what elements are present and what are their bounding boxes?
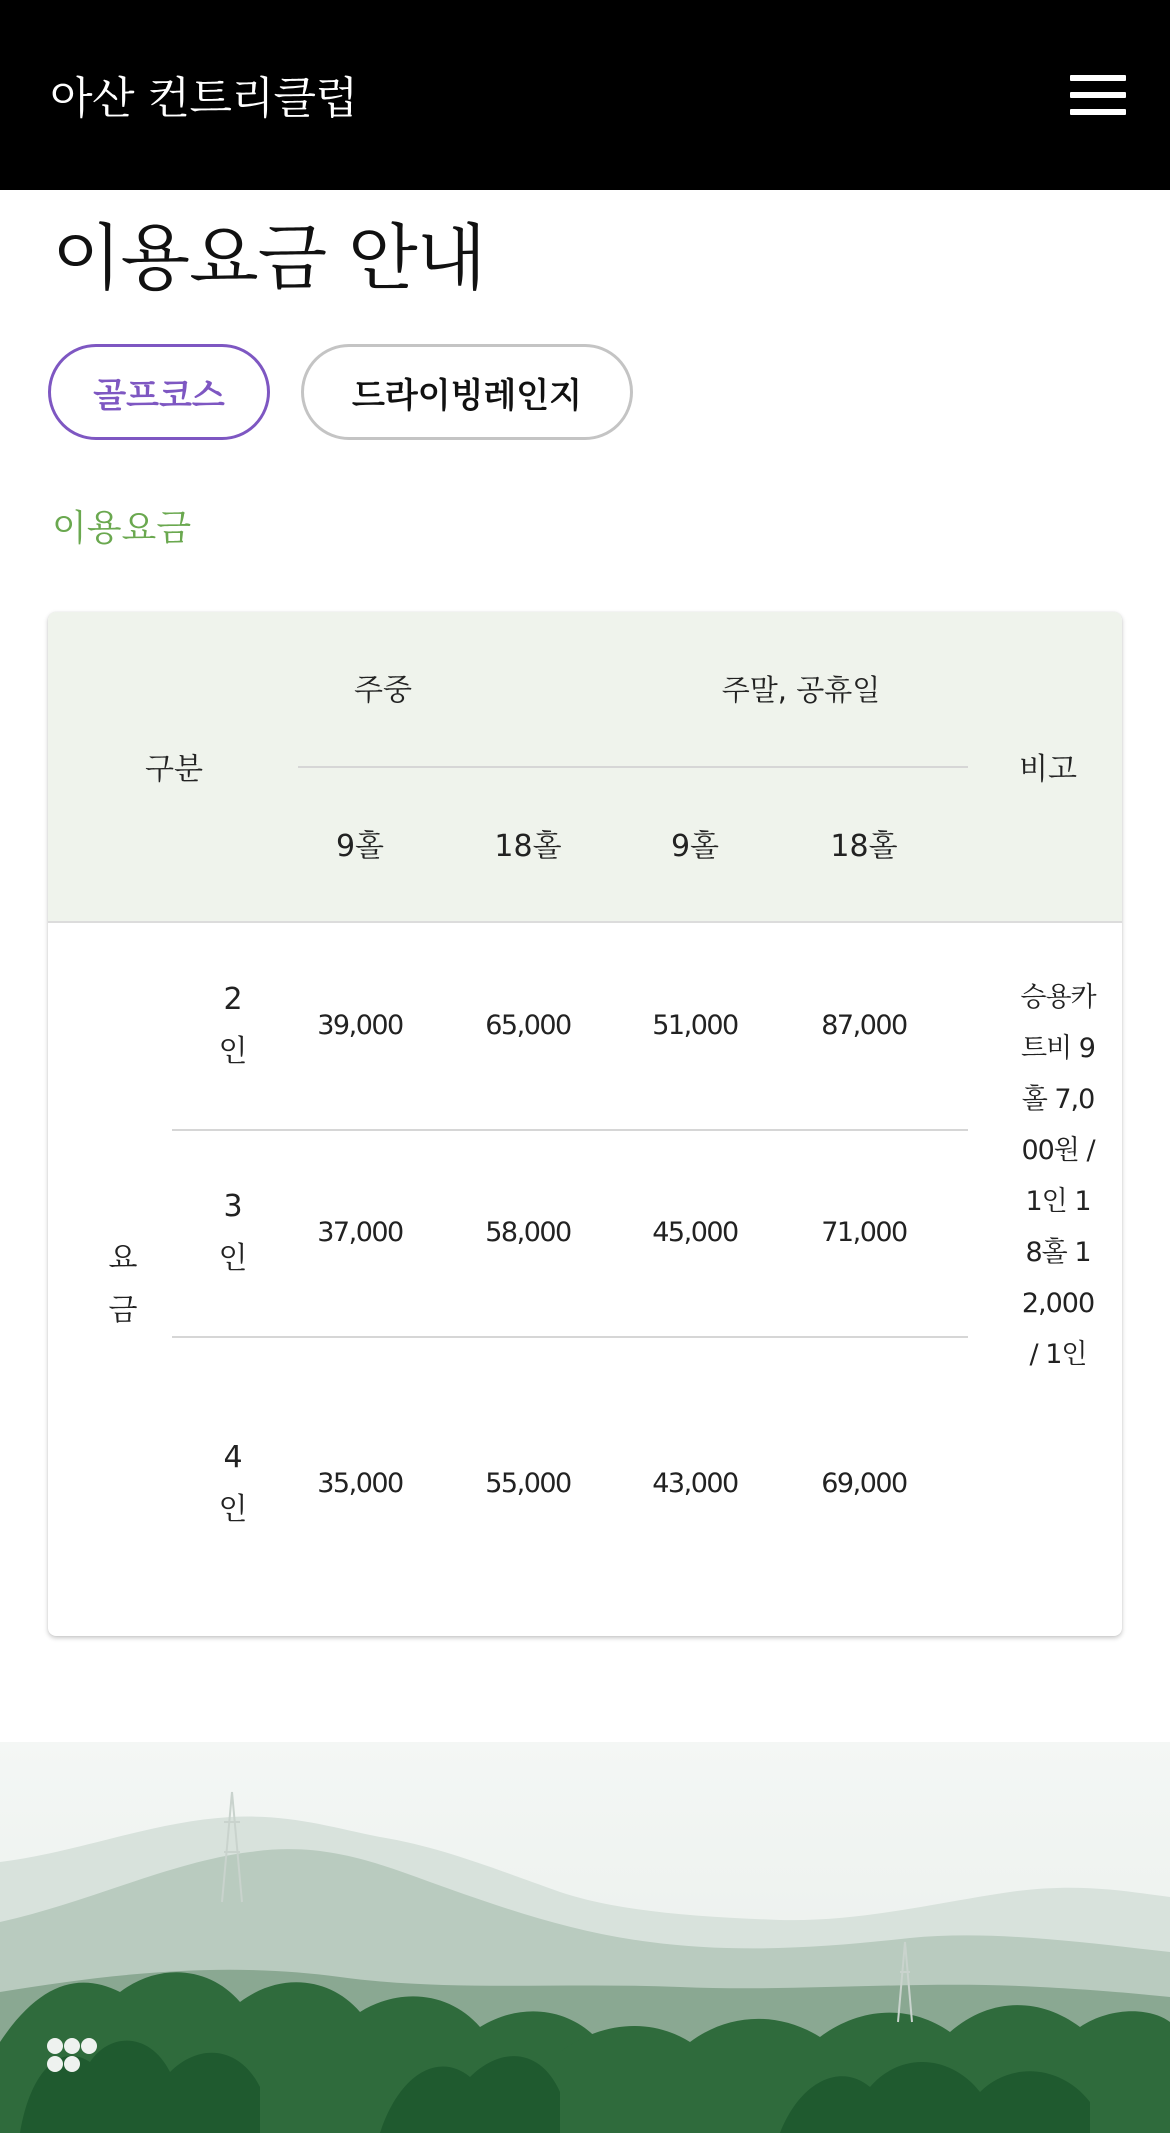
hamburger-menu-icon[interactable] <box>1070 75 1126 115</box>
fee-cell: 51,000 <box>652 1010 738 1041</box>
fee-cell: 45,000 <box>652 1217 738 1248</box>
tab-golf-course[interactable]: 골프코스 <box>48 344 270 440</box>
fee-cell: 87,000 <box>821 1010 907 1041</box>
row-people: 2인 <box>218 982 248 1069</box>
header-divider <box>298 766 968 768</box>
row-divider <box>172 1336 968 1338</box>
row-people: 4인 <box>218 1440 248 1527</box>
header-weekday: 주중 <box>354 673 412 708</box>
header-note: 비고 <box>1019 752 1077 787</box>
row-divider <box>172 1129 968 1131</box>
fee-cell: 35,000 <box>317 1468 403 1499</box>
fee-table <box>48 612 1122 1636</box>
header-hole: 18홀 <box>830 829 898 864</box>
header-category: 구분 <box>145 752 203 787</box>
row-people: 3인 <box>218 1189 248 1276</box>
page-title: 이용요금 안내 <box>52 216 486 300</box>
site-title[interactable]: 아산 컨트리클럽 <box>50 73 358 124</box>
row-group-label: 요금 <box>108 1241 138 1328</box>
fee-cell: 65,000 <box>485 1010 571 1041</box>
mountain-golf-course-photo <box>0 1742 1170 2133</box>
note-cell: 승용카트비 9홀 7,000원 / 1인 18홀 12,000 / 1인 <box>1020 982 1096 1370</box>
fee-cell: 55,000 <box>485 1468 571 1499</box>
fee-cell: 58,000 <box>485 1217 571 1248</box>
top-header <box>0 0 1170 190</box>
menu-bar <box>1070 75 1126 81</box>
section-title: 이용요금 <box>52 508 192 549</box>
fee-cell: 39,000 <box>317 1010 403 1041</box>
header-hole: 9홀 <box>670 829 720 864</box>
fee-cell: 43,000 <box>652 1468 738 1499</box>
header-hole: 9홀 <box>335 829 385 864</box>
tab-driving-range[interactable]: 드라이빙레인지 <box>301 344 633 440</box>
header-hole: 18홀 <box>494 829 562 864</box>
header-weekend: 주말, 공휴일 <box>721 673 881 707</box>
menu-bar <box>1070 92 1126 98</box>
fee-cell: 37,000 <box>317 1217 403 1248</box>
fee-cell: 69,000 <box>821 1468 907 1499</box>
fee-cell: 71,000 <box>821 1217 907 1248</box>
menu-bar <box>1070 109 1126 115</box>
